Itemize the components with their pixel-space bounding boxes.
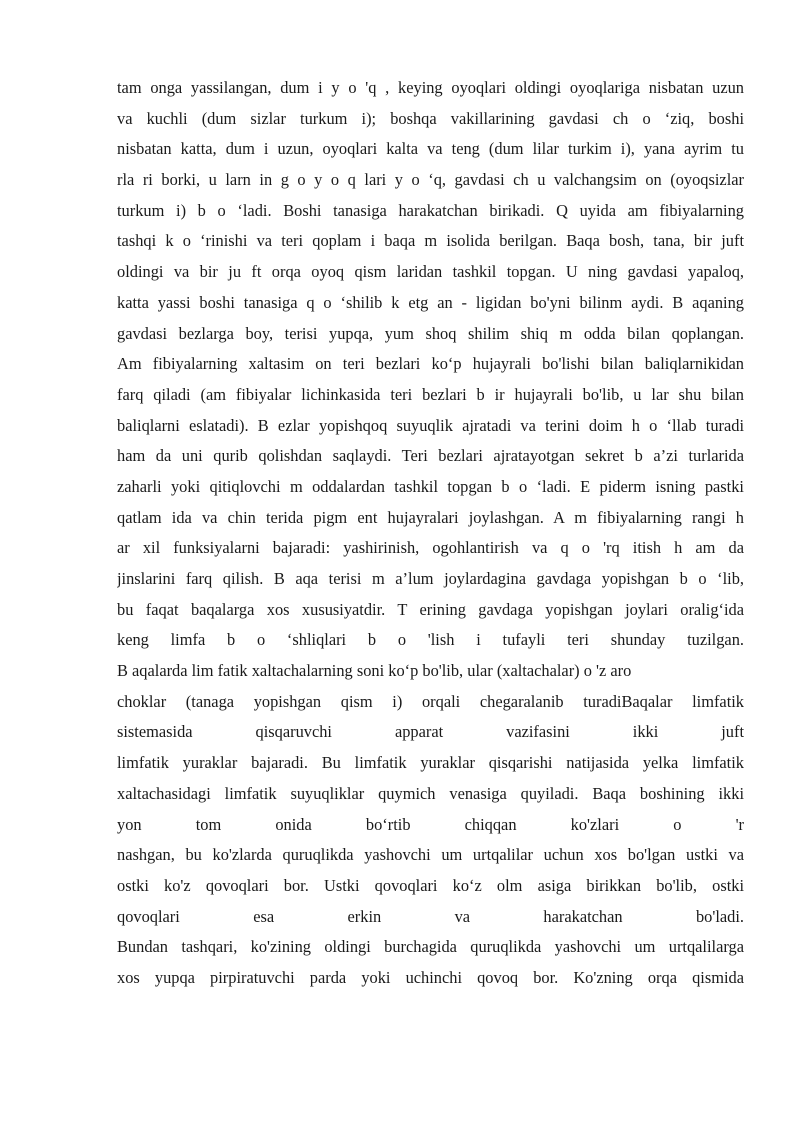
text-line: xos yupqa pirpiratuvchi parda yoki uchinchi qovoq bor. Ko'zning orqa qismida: [117, 967, 744, 987]
text-line: tashqi k o ‘rinishi va teri qoplam i baqa m isolida berilgan. Baqa bosh, tana, bir juft: [117, 231, 744, 251]
text-line: Bundan tashqari, ko'zining oldingi burchagida quruqlikda yashovchi um urtqalilarga: [117, 937, 744, 957]
text-line: katta yassi boshi tanasiga q o ‘shilib k etg an - ligidan bo'yni bilinm aydi. B aqaning: [117, 292, 744, 312]
text-line: qatlam ida va chin terida pigm ent hujayralari joylashgan. A m fibiyalarning rangi h: [117, 507, 744, 527]
text-line: limfatik yuraklar bajaradi. Bu limfatik yuraklar qisqarishi natijasida yelka limfatik: [117, 753, 744, 773]
text-line: farq qiladi (am fibiyalar lichinkasida teri bezlari b ir hujayrali bo'lib, u lar shu bilan: [117, 384, 744, 404]
text-line: bu faqat baqalarga xos xususiyatdir. T erining gavdaga yopishgan joylari oralig‘ida: [117, 599, 744, 619]
text-line: sistemasida qisqaruvchi apparat vazifasini ikki juft: [117, 722, 744, 742]
text-line: ostki ko'z qovoqlari bor. Ustki qovoqlari ko‘z olm asiga birikkan bo'lib, ostki: [117, 875, 744, 895]
text-line: tam onga yassilangan, dum i y o 'q , keying oyoqlari oldingi oyoqlariga nisbatan uzun: [117, 78, 744, 97]
text-line: gavdasi bezlarga boy, terisi yupqa, yum shoq shilim shiq m odda bilan qoplangan.: [117, 323, 744, 343]
text-line: rla ri borki, u larn in g o y o q lari y o ‘q, gavdasi ch u valchangsim on (oyoqsizlar: [117, 170, 744, 190]
text-line: choklar (tanaga yopishgan qism i) orqali chegaralanib turadiBaqalar limfatik: [117, 691, 744, 711]
text-line: oldingi va bir ju ft orqa oyoq qism laridan tashkil topgan. U ning gavdasi yapaloq,: [117, 262, 744, 282]
body-text: [117, 73, 744, 994]
text-line: va kuchli (dum sizlar turkum i); boshqa vakillarining gavdasi ch o ‘ziq, boshi: [117, 108, 744, 128]
text-line: jinslarini farq qilish. B aqa terisi m a’lum joylardagina gavdaga yopishgan b o ‘lib,: [117, 569, 744, 588]
text-line: B aqalarda lim fatik xaltachalarning soni ko‘p bo'lib, ular (xaltachalar) o 'z aro: [117, 661, 632, 681]
text-line: nisbatan katta, dum i uzun, oyoqlari kalta va teng (dum lilar turkim i), yana ayrim tu: [117, 139, 744, 159]
text-line: Am fibiyalarning xaltasim on teri bezlari ko‘p hujayrali bo'lishi bilan baliqlarnikidan: [117, 354, 744, 374]
text-line: nashgan, bu ko'zlarda quruqlikda yashovchi um urtqalilar uchun xos bo'lgan ustki va: [117, 845, 744, 865]
text-line: qovoqlari esa erkin va harakatchan bo'ladi.: [117, 906, 744, 926]
text-line: baliqlarni eslatadi). B ezlar yopishqoq suyuqlik ajratadi va terini doim h o ‘llab turadi: [117, 415, 744, 435]
text-line: zaharli yoki qitiqlovchi m oddalardan tashkil topgan b o ‘ladi. E piderm isning pastki: [117, 476, 744, 496]
text-line: yon tom onida bo‘rtib chiqqan ko'zlari o 'r: [117, 814, 744, 834]
text-line: turkum i) b o ‘ladi. Boshi tanasiga harakatchan birikadi. Q uyida am fibiyalarning: [117, 200, 744, 220]
text-line: keng limfa b o ‘shliqlari b o 'lish i tufayli teri shunday tuzilgan.: [117, 630, 744, 650]
text-line: ar xil funksiyalarni bajaradi: yashirinish, ogohlantirish va q o 'rq itish h am da: [117, 538, 744, 558]
text-line: xaltachasidagi limfatik suyuqliklar quymich venasiga quyiladi. Baqa boshining ikki: [117, 783, 744, 803]
text-line: ham da uni qurib qolishdan saqlaydi. Teri bezlari ajratayotgan sekret b a’zi turlarida: [117, 446, 744, 466]
